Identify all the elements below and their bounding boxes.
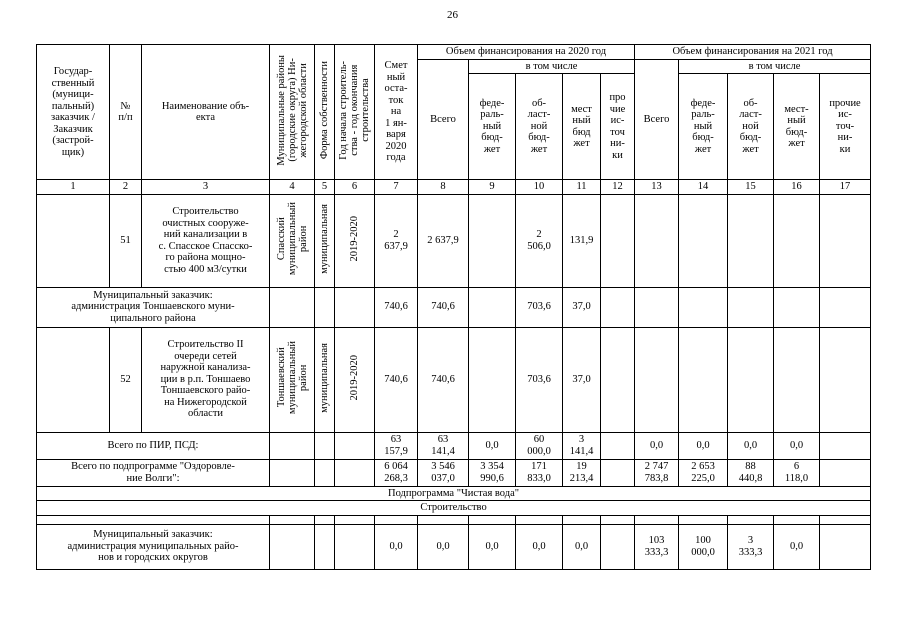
total-2021: 103 333,3	[635, 524, 679, 569]
other-2020	[601, 459, 635, 486]
header-federal-2021: феде- раль- ный бюд- жет	[679, 74, 728, 180]
total-2020: 3 546 037,0	[418, 459, 469, 486]
col-number: 5	[315, 180, 335, 195]
total-2021	[635, 287, 679, 327]
cell-empty	[37, 515, 270, 524]
header-total-2021: Всего	[635, 59, 679, 180]
remaining-value: 6 064 268,3	[375, 459, 418, 486]
col-number: 14	[679, 180, 728, 195]
total-2021	[635, 194, 679, 287]
cell-empty	[270, 287, 315, 327]
local-2021: 0,0	[774, 432, 820, 459]
other-2020	[601, 432, 635, 459]
cell-empty	[270, 432, 315, 459]
col-number: 2	[110, 180, 142, 195]
district: Тоншаевский муниципальный район	[270, 327, 315, 432]
col-number: 8	[418, 180, 469, 195]
page-number: 26	[447, 9, 458, 21]
regional-2020: 703,6	[516, 327, 563, 432]
row-number: 51	[110, 194, 142, 287]
regional-2020: 703,6	[516, 287, 563, 327]
local-2020: 19 213,4	[563, 459, 601, 486]
regional-2020: 0,0	[516, 524, 563, 569]
header-remaining: Смет ный оста- ток на 1 ян- варя 2020 года	[375, 45, 418, 180]
table-row-subprogram-title	[37, 486, 871, 501]
header-local-2021: мест- ный бюд- жет	[774, 74, 820, 180]
regional-2020: 171 833,0	[516, 459, 563, 486]
col-number: 4	[270, 180, 315, 195]
table-row-51	[37, 194, 871, 287]
local-2020: 131,9	[563, 194, 601, 287]
district: Спасский муниципальный район	[270, 194, 315, 287]
cell-empty	[469, 515, 516, 524]
header-customer: Государ- ственный (муници- пальный) заказчик / Заказчик (застрой- щик)	[37, 45, 110, 180]
header-districts: Муниципальные районы (городские округа) Ни- жегородской области	[270, 45, 315, 180]
cell-empty	[563, 515, 601, 524]
regional-2021: 0,0	[728, 432, 774, 459]
cell-empty	[774, 515, 820, 524]
cell-empty	[315, 287, 335, 327]
total-2021: 2 747 783,8	[635, 459, 679, 486]
table-row-total-subprogram	[37, 459, 871, 486]
local-2021	[774, 194, 820, 287]
federal-2021: 0,0	[679, 432, 728, 459]
col-number: 3	[142, 180, 270, 195]
header-fin-2020: Объем финансирования на 2020 год	[418, 45, 635, 60]
cell-empty	[418, 515, 469, 524]
total-2020: 740,6	[418, 327, 469, 432]
header-federal-2020: феде- раль- ный бюд- жет	[469, 74, 516, 180]
cell-empty	[335, 515, 375, 524]
cell-empty	[335, 432, 375, 459]
section-title: Строительство	[37, 501, 871, 516]
cell-empty	[315, 459, 335, 486]
header-including-2020: в том числе	[469, 59, 635, 74]
total-2021: 0,0	[635, 432, 679, 459]
cell-empty	[270, 524, 315, 569]
total-2020: 63 141,4	[418, 432, 469, 459]
other-2020	[601, 194, 635, 287]
col-number: 15	[728, 180, 774, 195]
column-numbers-row	[37, 180, 871, 195]
col-number: 7	[375, 180, 418, 195]
table-row-section-title	[37, 501, 871, 516]
remaining-value: 63 157,9	[375, 432, 418, 459]
federal-2021	[679, 327, 728, 432]
table-row-total-pir	[37, 432, 871, 459]
table-row-customer-tonshaevo	[37, 287, 871, 327]
col-number: 17	[820, 180, 871, 195]
cell-empty	[37, 327, 110, 432]
federal-2020	[469, 327, 516, 432]
other-2020	[601, 287, 635, 327]
construction-years: 2019-2020	[335, 327, 375, 432]
object-name: Строительство очистных сооруже- ний канализации в с. Спасское Спасско- го района мощно- стью 400 м3/сутки	[142, 194, 270, 287]
other-2021	[820, 524, 871, 569]
regional-2020: 2 506,0	[516, 194, 563, 287]
row-number: 52	[110, 327, 142, 432]
cell-empty	[635, 515, 679, 524]
subprogram-title: Подпрограмма "Чистая вода"	[37, 486, 871, 501]
total-label: Всего по ПИР, ПСД:	[37, 432, 270, 459]
total-2020: 2 637,9	[418, 194, 469, 287]
total-2020: 740,6	[418, 287, 469, 327]
cell-empty	[601, 515, 635, 524]
regional-2021	[728, 194, 774, 287]
ownership: муниципальная	[315, 327, 335, 432]
federal-2021: 2 653 225,0	[679, 459, 728, 486]
object-name: Строительство II очереди сетей наружной канализа- ции в р.п. Тоншаево Тоншаевского райо- на Нижегородской области	[142, 327, 270, 432]
cell-empty	[516, 515, 563, 524]
cell-empty	[315, 515, 335, 524]
regional-2020: 60 000,0	[516, 432, 563, 459]
header-local-2020: мест ный бюд жет	[563, 74, 601, 180]
federal-2020: 3 354 990,6	[469, 459, 516, 486]
remaining-value: 740,6	[375, 327, 418, 432]
local-2021	[774, 327, 820, 432]
table-row-customer-municipal	[37, 524, 871, 569]
local-2020: 3 141,4	[563, 432, 601, 459]
local-2020: 37,0	[563, 287, 601, 327]
total-label: Всего по подпрограмме "Оздоровле- ние Волги":	[37, 459, 270, 486]
header-including-2021: в том числе	[679, 59, 871, 74]
other-2021	[820, 327, 871, 432]
local-2021	[774, 287, 820, 327]
col-number: 16	[774, 180, 820, 195]
cell-empty	[315, 432, 335, 459]
header-row-1	[37, 45, 871, 60]
table-row-52	[37, 327, 871, 432]
local-2021: 6 118,0	[774, 459, 820, 486]
regional-2021	[728, 287, 774, 327]
header-fin-2021: Объем финансирования на 2021 год	[635, 45, 871, 60]
cell-empty	[335, 524, 375, 569]
cell-empty	[315, 524, 335, 569]
other-2021	[820, 459, 871, 486]
header-years: Год начала строитель- ства - год окончания строительства	[335, 45, 375, 180]
local-2021: 0,0	[774, 524, 820, 569]
other-2021	[820, 194, 871, 287]
remaining-value: 0,0	[375, 524, 418, 569]
customer-label: Муниципальный заказчик: администрация Тоншаевского муни- ципального района	[37, 287, 270, 327]
remaining-value: 740,6	[375, 287, 418, 327]
local-2020: 0,0	[563, 524, 601, 569]
regional-2021: 3 333,3	[728, 524, 774, 569]
header-regional-2021: об- ласт- ной бюд- жет	[728, 74, 774, 180]
cell-empty	[37, 194, 110, 287]
col-number: 6	[335, 180, 375, 195]
other-2021	[820, 432, 871, 459]
other-2021	[820, 287, 871, 327]
ownership: муниципальная	[315, 194, 335, 287]
total-2020: 0,0	[418, 524, 469, 569]
header-regional-2020: об- ласт- ной бюд- жет	[516, 74, 563, 180]
other-2020	[601, 327, 635, 432]
federal-2021	[679, 194, 728, 287]
construction-years: 2019-2020	[335, 194, 375, 287]
remaining-value: 2 637,9	[375, 194, 418, 287]
federal-2020: 0,0	[469, 524, 516, 569]
federal-2020	[469, 194, 516, 287]
cell-empty	[270, 459, 315, 486]
financing-table	[36, 44, 871, 570]
cell-empty	[820, 515, 871, 524]
federal-2021: 100 000,0	[679, 524, 728, 569]
col-number: 9	[469, 180, 516, 195]
federal-2021	[679, 287, 728, 327]
cell-empty	[270, 515, 315, 524]
col-number: 13	[635, 180, 679, 195]
other-2020	[601, 524, 635, 569]
cell-empty	[679, 515, 728, 524]
federal-2020: 0,0	[469, 432, 516, 459]
header-total-2020: Всего	[418, 59, 469, 180]
regional-2021	[728, 327, 774, 432]
col-number: 11	[563, 180, 601, 195]
col-number: 12	[601, 180, 635, 195]
header-ownership: Форма собственности	[315, 45, 335, 180]
header-other-2020: про чие ис- точ ни- ки	[601, 74, 635, 180]
cell-empty	[375, 515, 418, 524]
regional-2021: 88 440,8	[728, 459, 774, 486]
cell-empty	[335, 459, 375, 486]
col-number: 1	[37, 180, 110, 195]
col-number: 10	[516, 180, 563, 195]
customer-label: Муниципальный заказчик: администрация муниципальных райо- нов и городских округов	[37, 524, 270, 569]
cell-empty	[335, 287, 375, 327]
total-2021	[635, 327, 679, 432]
federal-2020	[469, 287, 516, 327]
local-2020: 37,0	[563, 327, 601, 432]
header-other-2021: прочие ис- точ- ни- ки	[820, 74, 871, 180]
header-num: № п/п	[110, 45, 142, 180]
header-object-name: Наименование объ- екта	[142, 45, 270, 180]
table-row-spacer	[37, 515, 871, 524]
cell-empty	[728, 515, 774, 524]
